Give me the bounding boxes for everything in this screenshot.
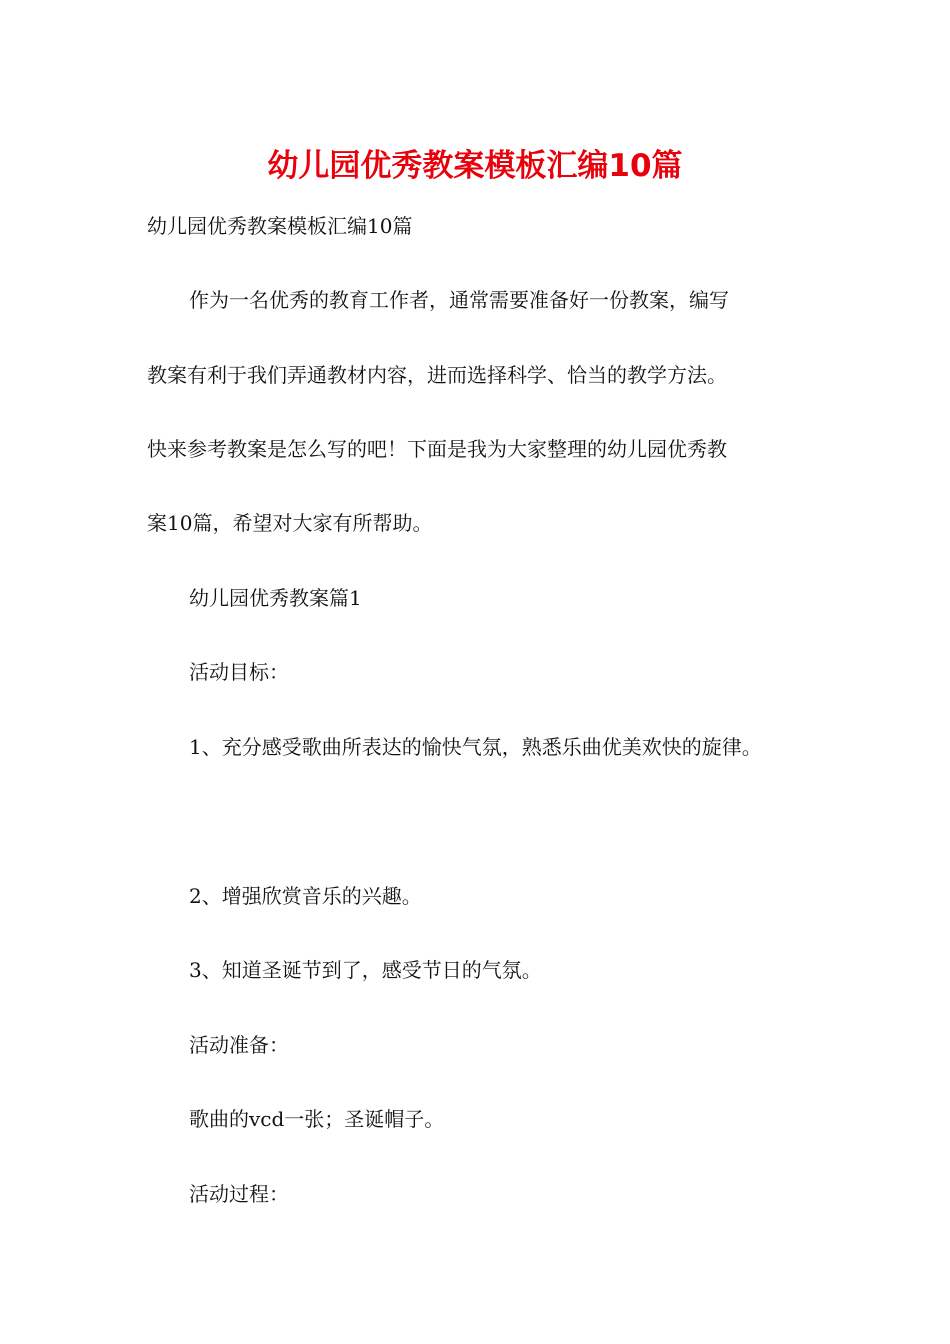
prep-text: 歌曲的vcd一张；圣诞帽子。 (189, 1107, 445, 1131)
goals-heading: 活动目标： (189, 660, 289, 684)
section-heading: 幼儿园优秀教案篇1 (189, 586, 362, 610)
intro-line-4: 案10篇，希望对大家有所帮助。 (147, 511, 433, 535)
process-heading: 活动过程： (189, 1182, 289, 1206)
intro-line-2: 教案有利于我们弄通教材内容，进而选择科学、恰当的教学方法。 (147, 363, 727, 387)
document-subtitle: 幼儿园优秀教案模板汇编10篇 (147, 214, 413, 238)
goal-item-2: 2、增强欣赏音乐的兴趣。 (189, 884, 422, 908)
goal-item-3: 3、知道圣诞节到了，感受节日的气氛。 (189, 958, 542, 982)
intro-line-3: 快来参考教案是怎么写的吧！下面是我为大家整理的幼儿园优秀教 (147, 437, 727, 461)
intro-line-1: 作为一名优秀的教育工作者，通常需要准备好一份教案，编写 (189, 288, 729, 312)
prep-heading: 活动准备： (189, 1033, 289, 1057)
goal-item-1: 1、充分感受歌曲所表达的愉快气氛，熟悉乐曲优美欢快的旋律。 (189, 735, 762, 759)
document-title: 幼儿园优秀教案模板汇编10篇 (267, 148, 683, 184)
